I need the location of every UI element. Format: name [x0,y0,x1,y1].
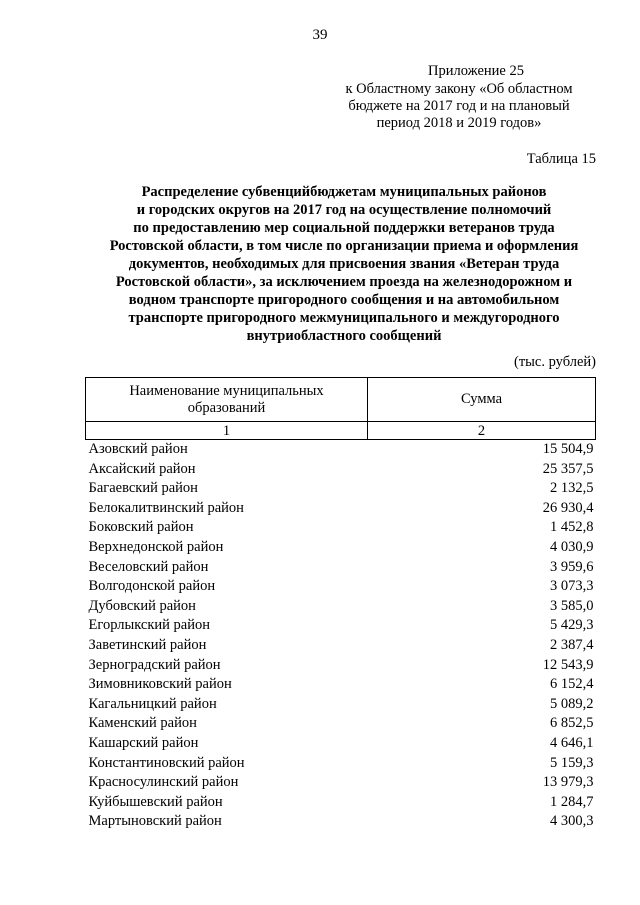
district-name: Азовский район [88,441,188,457]
district-name: Каменский район [88,715,197,732]
table-row [86,558,596,578]
table-row [86,440,596,460]
district-amount: 12 543,9 [542,656,594,673]
header-row [86,378,596,422]
district-name: Заветинский район [88,636,207,653]
table-row [86,754,596,774]
district-name: Кашарский район [88,734,199,751]
district-amount: 4 300,3 [550,813,594,830]
column-number: 1 [86,422,368,440]
district-amount: 5 159,3 [550,754,594,771]
district-amount: 1 452,8 [550,519,594,536]
district-amount: 6 152,4 [550,676,594,693]
district-name: Зимовниковский район [88,676,232,693]
table-row [86,479,596,499]
district-name: Белокалитвинский район [88,499,244,516]
table-row [86,577,596,597]
appendix-label: Приложение 25 [428,63,524,79]
title-line: и городских округов на 2017 год на осуществление полномочий [136,202,552,218]
district-amount: 4 030,9 [550,538,594,555]
title-line: документов, необходимых для присвоения звания «Ветеран труда [128,256,560,272]
district-amount: 5 429,3 [550,617,594,634]
table-row [86,675,596,695]
law-reference-line: к Областному закону «Об областном [345,81,573,97]
table-row [86,695,596,715]
table-label: Таблица 15 [526,151,596,167]
district-name: Волгодонской район [88,578,216,595]
district-amount: 15 504,9 [542,441,594,457]
district-name: Константиновский район [88,754,245,771]
district-amount: 25 357,5 [542,460,594,477]
table-row [86,616,596,636]
district-name: Егорлыкский район [88,617,210,634]
district-amount: 3 073,3 [550,578,594,595]
table-row [86,812,596,832]
law-reference [326,81,592,132]
law-reference-line: бюджете на 2017 год и на плановый [348,98,570,114]
district-name: Боковский район [88,519,194,536]
district-amount: 5 089,2 [550,695,594,712]
title-line: Распределение субвенцийбюджетам муниципальных районов [141,184,547,200]
table-row [86,597,596,617]
table-row [86,734,596,754]
district-amount: 3 959,6 [550,558,594,575]
district-name: Багаевский район [88,480,198,497]
district-name: Дубовский район [88,597,196,614]
header-name [86,378,368,422]
district-amount: 1 284,7 [550,793,594,810]
page-number: 39 [312,27,328,43]
title-line: Ростовской области, в том числе по организации приема и оформления [109,238,579,254]
header-amount: Сумма [368,378,596,422]
table-row [86,460,596,480]
district-amount: 3 585,0 [550,597,594,614]
district-amount: 26 930,4 [542,499,594,516]
district-name: Мартыновский район [88,813,222,830]
column-number-row [86,422,596,440]
title-line: транспорте пригородного межмуниципального и междугородного [128,310,560,326]
district-amount: 4 646,1 [550,734,594,751]
law-reference-line: период 2018 и 2019 годов» [376,115,542,131]
header-name-line: образований [187,399,266,416]
title-line: Ростовской области», за исключением проезда на железнодорожном и [115,274,573,290]
district-name: Зерноградский район [88,656,221,673]
title-line: водном транспорте пригородного сообщения и на автомобильном [128,292,560,308]
district-amount: 2 132,5 [550,480,594,497]
table-row [86,773,596,793]
district-name: Кагальницкий район [88,695,217,712]
title-line: внутриобластного сообщений [246,328,442,344]
table-row [86,714,596,734]
district-name: Куйбышевский район [88,793,223,810]
table-row [86,518,596,538]
title-line: по предоставлению мер социальной поддержки ветеранов труда [133,220,555,236]
district-amount: 2 387,4 [550,636,594,653]
district-amount: 13 979,3 [542,774,594,791]
table-row [86,636,596,656]
district-name: Веселовский район [88,558,209,575]
distribution-table [85,377,596,832]
district-name: Красносулинский район [88,774,239,791]
table-row [86,499,596,519]
header-name-line: Наименование муниципальных [129,382,324,399]
district-name: Верхнедонской район [88,538,224,555]
document-title [86,183,602,345]
table-body [86,440,596,832]
table-row [86,793,596,813]
table-row [86,656,596,676]
column-number: 2 [368,422,596,440]
district-name: Аксайский район [88,460,196,477]
table-row [86,538,596,558]
district-amount: 6 852,5 [550,715,594,732]
table-header [86,378,596,440]
units-label: (тыс. рублей) [514,354,596,370]
